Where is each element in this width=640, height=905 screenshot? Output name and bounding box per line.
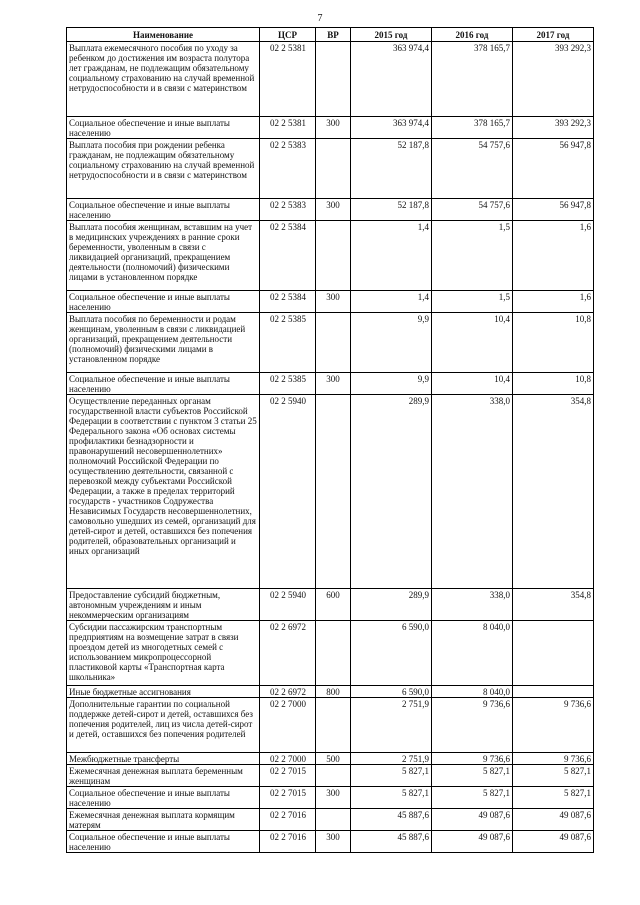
cell-name: Субсидии пассажирским транспортным предприятиям на возмещение затрат в связи проездом детей из многодетных семей с использованием микропроцессорной пластиковой карты «Транспортная карта школьника» [67, 621, 260, 686]
cell-name: Осуществление переданных органам государственной власти субъектов Российской Федерации в соответствии с пунктом 3 статьи 25 Федерального закона «Об основах системы профилактики безнадзорности и правонарушений несовершеннолетних» полномочий Российской Федерации по осуществлению деятельности, связанной с перевозкой между субъектами Российской Федерации, а также в пределах территорий государств - участников Содружества Независимых Государств несовершеннолетних, самовольно ушедших из семей, организаций для детей-сирот и детей, оставшихся без попечения родителей, образовательных организаций и иных организаций [67, 395, 260, 589]
cell-2017: 5 827,1 [513, 765, 594, 787]
cell-2017: 1,6 [513, 291, 594, 313]
cell-2015: 5 827,1 [351, 765, 432, 787]
cell-2016: 49 087,6 [432, 809, 513, 831]
cell-code: 02 2 6972 [260, 621, 316, 686]
table-row [67, 199, 594, 221]
cell-name: Дополнительные гарантии по социальной поддержке детей-сирот и детей, оставшихся без попечения родителей, лиц из числа детей-сирот и детей, оставшихся без попечения родителей [67, 698, 260, 753]
cell-2016: 54 757,6 [432, 199, 513, 221]
cell-vr [316, 621, 351, 686]
cell-code: 02 2 5385 [260, 373, 316, 395]
cell-code: 02 2 7016 [260, 831, 316, 853]
cell-2017: 393 292,3 [513, 42, 594, 117]
cell-vr [316, 395, 351, 589]
cell-2016: 378 165,7 [432, 117, 513, 139]
cell-code: 02 2 5385 [260, 313, 316, 373]
cell-name: Социальное обеспечение и иные выплаты населению [67, 199, 260, 221]
cell-code: 02 2 7015 [260, 765, 316, 787]
cell-vr: 300 [316, 291, 351, 313]
cell-2016: 1,5 [432, 291, 513, 313]
table-row [67, 831, 594, 853]
cell-2017: 49 087,6 [513, 831, 594, 853]
cell-2015: 1,4 [351, 291, 432, 313]
cell-2017: 56 947,8 [513, 199, 594, 221]
cell-2017: 354,8 [513, 395, 594, 589]
cell-2015: 289,9 [351, 589, 432, 621]
cell-code: 02 2 7016 [260, 809, 316, 831]
cell-2017: 393 292,3 [513, 117, 594, 139]
table-row [67, 621, 594, 686]
cell-vr [316, 809, 351, 831]
table-row [67, 787, 594, 809]
cell-2016: 378 165,7 [432, 42, 513, 117]
cell-name: Социальное обеспечение и иные выплаты населению [67, 831, 260, 853]
cell-2017: 1,6 [513, 221, 594, 291]
cell-name: Выплата ежемесячного пособия по уходу за ребенком до достижения им возраста полутора лет гражданам, не подлежащим обязательному социальному страхованию на случай временной нетрудоспособности и в связи с материнством [67, 42, 260, 117]
cell-vr: 800 [316, 686, 351, 698]
cell-2016: 8 040,0 [432, 621, 513, 686]
cell-2016: 49 087,6 [432, 831, 513, 853]
table-row [67, 686, 594, 698]
cell-name: Иные бюджетные ассигнования [67, 686, 260, 698]
cell-vr [316, 42, 351, 117]
cell-code: 02 2 5384 [260, 291, 316, 313]
header-code: ЦСР [260, 28, 316, 42]
cell-2016: 338,0 [432, 589, 513, 621]
cell-code: 02 2 5384 [260, 221, 316, 291]
cell-2016: 9 736,6 [432, 698, 513, 753]
cell-2016: 9 736,6 [432, 753, 513, 765]
table-row [67, 221, 594, 291]
cell-2015: 52 187,8 [351, 199, 432, 221]
table-header-row [67, 28, 594, 42]
cell-2017: 5 827,1 [513, 787, 594, 809]
cell-code: 02 2 5383 [260, 139, 316, 199]
cell-2015: 45 887,6 [351, 831, 432, 853]
table-row [67, 42, 594, 117]
table-row [67, 291, 594, 313]
table-row [67, 698, 594, 753]
cell-name: Социальное обеспечение и иные выплаты населению [67, 787, 260, 809]
cell-2017 [513, 621, 594, 686]
table-row [67, 373, 594, 395]
cell-2015: 363 974,4 [351, 117, 432, 139]
cell-2017: 10,8 [513, 373, 594, 395]
cell-2017: 354,8 [513, 589, 594, 621]
cell-vr: 300 [316, 199, 351, 221]
cell-2015: 9,9 [351, 313, 432, 373]
cell-2017: 56 947,8 [513, 139, 594, 199]
table-row [67, 753, 594, 765]
cell-2017: 9 736,6 [513, 698, 594, 753]
cell-name: Ежемесячная денежная выплата кормящим матерям [67, 809, 260, 831]
table-row [67, 117, 594, 139]
cell-vr [316, 765, 351, 787]
cell-2017: 49 087,6 [513, 809, 594, 831]
table-body [67, 42, 594, 853]
table-row [67, 589, 594, 621]
table-row [67, 139, 594, 199]
cell-vr: 300 [316, 831, 351, 853]
cell-name: Выплата пособия по беременности и родам женщинам, уволенным в связи с ликвидацией организаций, прекращением деятельности (полномочий) физическими лицами в установленном порядке [67, 313, 260, 373]
cell-2015: 9,9 [351, 373, 432, 395]
cell-code: 02 2 5383 [260, 199, 316, 221]
table-row [67, 313, 594, 373]
cell-2015: 6 590,0 [351, 686, 432, 698]
cell-code: 02 2 7015 [260, 787, 316, 809]
cell-2016: 10,4 [432, 313, 513, 373]
cell-2015: 52 187,8 [351, 139, 432, 199]
cell-2017: 10,8 [513, 313, 594, 373]
cell-name: Выплата пособия женщинам, вставшим на учет в медицинских учреждениях в ранние сроки беременности, уволенным в связи с ликвидацией организаций, прекращением деятельности (полномочий) физическими лицами в установленном порядке [67, 221, 260, 291]
table-row [67, 765, 594, 787]
cell-vr: 300 [316, 787, 351, 809]
cell-code: 02 2 7000 [260, 698, 316, 753]
cell-vr [316, 139, 351, 199]
cell-2016: 338,0 [432, 395, 513, 589]
cell-name: Межбюджетные трансферты [67, 753, 260, 765]
cell-code: 02 2 5381 [260, 42, 316, 117]
cell-name: Выплата пособия при рождении ребенка гражданам, не подлежащим обязательному социальному страхованию на случай временной нетрудоспособности и в связи с материнством [67, 139, 260, 199]
cell-name: Ежемесячная денежная выплата беременным женщинам [67, 765, 260, 787]
cell-code: 02 2 6972 [260, 686, 316, 698]
cell-2016: 54 757,6 [432, 139, 513, 199]
header-name: Наименование [67, 28, 260, 42]
cell-2017: 9 736,6 [513, 753, 594, 765]
cell-name: Социальное обеспечение и иные выплаты населению [67, 373, 260, 395]
cell-code: 02 2 5940 [260, 395, 316, 589]
cell-vr: 600 [316, 589, 351, 621]
cell-2016: 5 827,1 [432, 787, 513, 809]
budget-table [66, 27, 594, 853]
cell-2016: 5 827,1 [432, 765, 513, 787]
cell-vr: 300 [316, 373, 351, 395]
cell-vr [316, 221, 351, 291]
table-row [67, 809, 594, 831]
cell-code: 02 2 5940 [260, 589, 316, 621]
page-number: 7 [317, 13, 323, 24]
cell-name: Социальное обеспечение и иные выплаты населению [67, 291, 260, 313]
cell-2016: 8 040,0 [432, 686, 513, 698]
cell-2015: 1,4 [351, 221, 432, 291]
cell-2015: 2 751,9 [351, 698, 432, 753]
cell-2016: 10,4 [432, 373, 513, 395]
cell-vr: 300 [316, 117, 351, 139]
header-vr: ВР [316, 28, 351, 42]
cell-2015: 45 887,6 [351, 809, 432, 831]
header-2015: 2015 год [351, 28, 432, 42]
cell-2015: 289,9 [351, 395, 432, 589]
cell-code: 02 2 7000 [260, 753, 316, 765]
cell-code: 02 2 5381 [260, 117, 316, 139]
cell-2017 [513, 686, 594, 698]
cell-vr [316, 698, 351, 753]
cell-2015: 6 590,0 [351, 621, 432, 686]
cell-vr: 500 [316, 753, 351, 765]
table-row [67, 395, 594, 589]
cell-name: Предоставление субсидий бюджетным, автономным учреждениям и иным некоммерческим организациям [67, 589, 260, 621]
header-2016: 2016 год [432, 28, 513, 42]
header-2017: 2017 год [513, 28, 594, 42]
cell-2015: 2 751,9 [351, 753, 432, 765]
cell-2016: 1,5 [432, 221, 513, 291]
cell-name: Социальное обеспечение и иные выплаты населению [67, 117, 260, 139]
cell-2015: 363 974,4 [351, 42, 432, 117]
cell-vr [316, 313, 351, 373]
cell-2015: 5 827,1 [351, 787, 432, 809]
